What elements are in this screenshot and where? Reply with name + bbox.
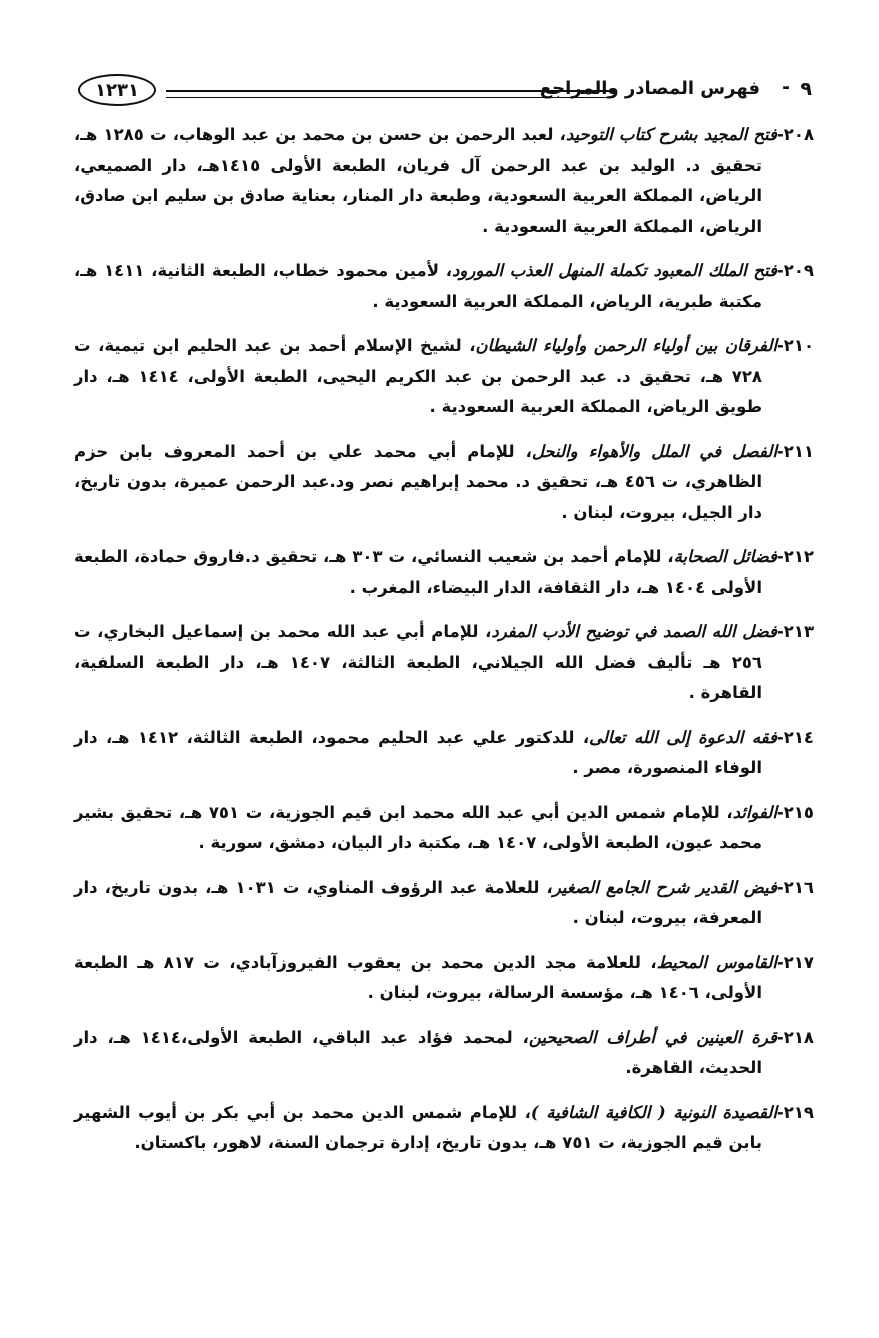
reference-entry (74, 1023, 814, 1084)
entry-number: ٢١٩- (776, 1102, 814, 1122)
entry-number: ٢١٨- (776, 1027, 814, 1047)
entry-text: ، لأمين محمود خطاب، الطبعة الثانية، ١٤١١ هـ، مكتبة طبرية، الرياض، المملكة العربية السعودية . (74, 261, 762, 311)
reference-entry (74, 617, 814, 709)
entry-text: ، للإمام شمس الدين محمد بن أبي بكر بن أيوب الشهير بابن قيم الجوزية، ت ٧٥١ هـ، بدون تاريخ، إدارة ترجمان السنة، لاهور، باكستان. (74, 1102, 762, 1152)
reference-entry (74, 798, 814, 859)
entry-text: ، لمحمد فؤاد عبد الباقي، الطبعة الأولى،١٤١٤ هـ، دار الحديث، القاهرة. (74, 1027, 762, 1077)
entry-number: ٢١٣- (776, 622, 815, 641)
entry-title: فتح الملك المعبود تكملة المنهل العذب المورود (452, 261, 777, 280)
reference-entry (74, 256, 814, 317)
entry-number: ٢٠٨- (776, 125, 815, 144)
entry-title: القاموس المحيط (656, 952, 777, 972)
entry-number: ٢١٤- (776, 727, 814, 747)
reference-entry (74, 948, 814, 1009)
entry-title: الفرقان بين أولياء الرحمن وأولياء الشيطان (475, 336, 777, 355)
entry-title: فتح المجيد بشرح كتاب التوحيد (565, 125, 777, 144)
page-number-oval (78, 74, 156, 106)
entry-text: ، للإمام أبي عبد الله محمد بن إسماعيل البخاري، ت ٢٥٦ هـ تأليف فضل الله الجيلاني، الطبعة الثالثة، ١٤٠٧ هـ، دار الطبعة السلفية، القاهرة . (74, 622, 762, 702)
entry-text: ، للدكتور علي عبد الحليم محمود، الطبعة الثالثة، ١٤١٢ هـ، دار الوفاء المنصورة، مصر . (74, 727, 762, 777)
entry-text: ، للإمام أحمد بن شعيب النسائي، ت ٣٠٣ هـ، تحقيق د.فاروق حمادة، الطبعة الأولى ١٤٠٤ هـ، دار الثقافة، الدار البيضاء، المغرب . (74, 547, 762, 597)
entry-title: الفوائد (732, 802, 777, 822)
reference-entry (74, 542, 814, 603)
reference-entry (74, 331, 814, 423)
chapter-number: ٩ (800, 78, 812, 100)
entry-title: فضل الله الصمد في توضيح الأدب المفرد (491, 622, 777, 641)
entry-text: ، للإمام شمس الدين أبي عبد الله محمد ابن قيم الجوزية، ت ٧٥١ هـ، تحقيق بشير محمد عيون، الطبعة الأولى، ١٤٠٧ هـ، مكتبة دار البيان، دمشق، سورية . (74, 802, 762, 852)
entry-number: ٢١٧- (776, 952, 814, 972)
entry-text: ، للعلامة عبد الرؤوف المناوي، ت ١٠٣١ هـ، بدون تاريخ، دار المعرفة، بيروت، لبنان . (74, 877, 762, 927)
entry-title: فقه الدعوة إلى الله تعالى (589, 727, 777, 747)
entry-number: ٢١٢- (776, 547, 814, 566)
entry-title: الفصل في الملل والأهواء والنحل (531, 441, 777, 461)
chapter-dash: - (782, 76, 790, 98)
page-header (78, 72, 812, 112)
page-number: ١٢٣١ (95, 79, 139, 101)
reference-entry (74, 437, 814, 529)
entry-text: ، لشيخ الإسلام أحمد بن عبد الحليم ابن تيمية، ت ٧٢٨ هـ، تحقيق د. عبد الرحمن بن عبد الكريم اليحيى، الطبعة الأولى، ١٤١٤ هـ، دار طويق الرياض، المملكة العربية السعودية . (74, 336, 762, 416)
entry-title: قرة العينين في أطراف الصحيحين (528, 1027, 777, 1047)
entry-number: ٢١٥- (776, 802, 814, 822)
reference-entry (74, 873, 814, 934)
chapter-title: فهرس المصادر والمراجع (539, 78, 760, 99)
reference-entry (74, 1098, 814, 1159)
entry-text: ، للإمام أبي محمد علي بن أحمد المعروف بابن حزم الظاهري، ت ٤٥٦ هـ، تحقيق د. محمد إبراهيم نصر ود.عبد الرحمن عميرة، بدون تاريخ، دار الجيل، بيروت، لبنان . (74, 441, 762, 522)
reference-entry (74, 723, 814, 784)
entry-title: فيض القدير شرح الجامع الصغير (552, 877, 777, 897)
reference-entry (74, 120, 814, 242)
entry-number: ٢٠٩- (776, 261, 814, 280)
references-list (74, 120, 814, 1173)
entry-text: ، لعبد الرحمن بن حسن بن محمد بن عبد الوهاب، ت ١٢٨٥ هـ، تحقيق د. الوليد بن عبد الرحمن آل فريان، الطبعة الأولى ١٤١٥هـ، دار الصميعي، الرياض، المملكة العربية السعودية، وطبعة دار المنار، بعناية صادق بن سليم ابن صادق، الرياض، المملكة العربية السعودية . (74, 125, 762, 236)
entry-title: فضائل الصحابة (673, 547, 777, 566)
entry-text: ، للعلامة مجد الدين محمد بن يعقوب الفيروزآبادي، ت ٨١٧ هـ الطبعة الأولى، ١٤٠٦ هـ، مؤسسة الرسالة، بيروت، لبنان . (74, 952, 762, 1002)
entry-title: القصيدة النونية ( الكافية الشافية ) (530, 1102, 777, 1122)
entry-number: ٢١١- (776, 441, 814, 461)
entry-number: ٢١٦- (776, 877, 814, 897)
entry-number: ٢١٠- (776, 336, 815, 355)
header-rule (166, 90, 614, 98)
